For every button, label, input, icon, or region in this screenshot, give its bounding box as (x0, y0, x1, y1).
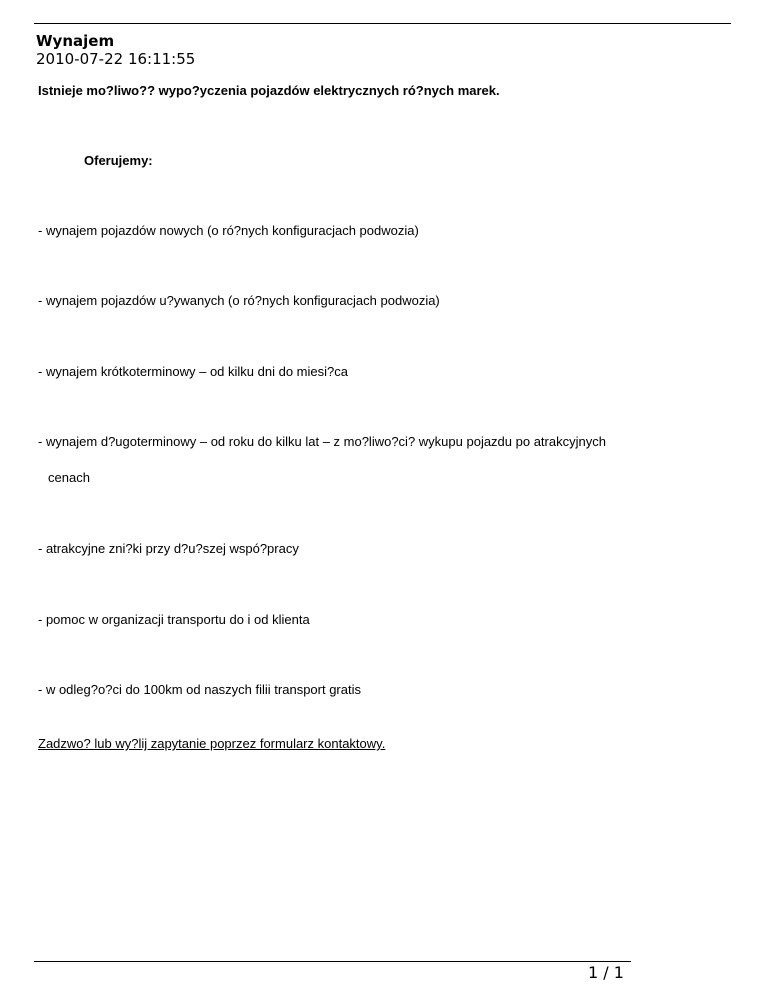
offer-item-transport-help: - pomoc w organizacji transportu do i od klienta (38, 612, 310, 627)
offer-item-long-term: - wynajem d?ugoterminowy – od roku do kilku lat – z mo?liwo?ci? wykupu pojazdu po atrakcyjnych (38, 434, 606, 449)
offer-item-new-vehicles: - wynajem pojazdów nowych (o ró?nych konfiguracjach podwozia) (38, 223, 419, 238)
page-number: 1 / 1 (588, 963, 624, 982)
offer-item-short-term: - wynajem krótkoterminowy – od kilku dni do miesi?ca (38, 364, 348, 379)
header-divider (34, 23, 731, 24)
offer-item-free-transport: - w odleg?o?ci do 100km od naszych filii transport gratis (38, 682, 361, 697)
offer-item-used-vehicles: - wynajem pojazdów u?ywanych (o ró?nych konfiguracjach podwozia) (38, 293, 440, 308)
page-title: Wynajem (36, 32, 115, 50)
offer-item-long-term-continuation: cenach (48, 470, 90, 485)
intro-text: Istnieje mo?liwo?? wypo?yczenia pojazdów elektrycznych ró?nych marek. (38, 83, 500, 98)
offer-heading: Oferujemy: (84, 153, 153, 168)
footer-divider (34, 961, 631, 962)
contact-form-link[interactable]: Zadzwo? lub wy?lij zapytanie poprzez formularz kontaktowy. (38, 736, 386, 751)
publish-date: 2010-07-22 16:11:55 (36, 50, 196, 68)
offer-item-discounts: - atrakcyjne zni?ki przy d?u?szej wspó?pracy (38, 541, 299, 556)
